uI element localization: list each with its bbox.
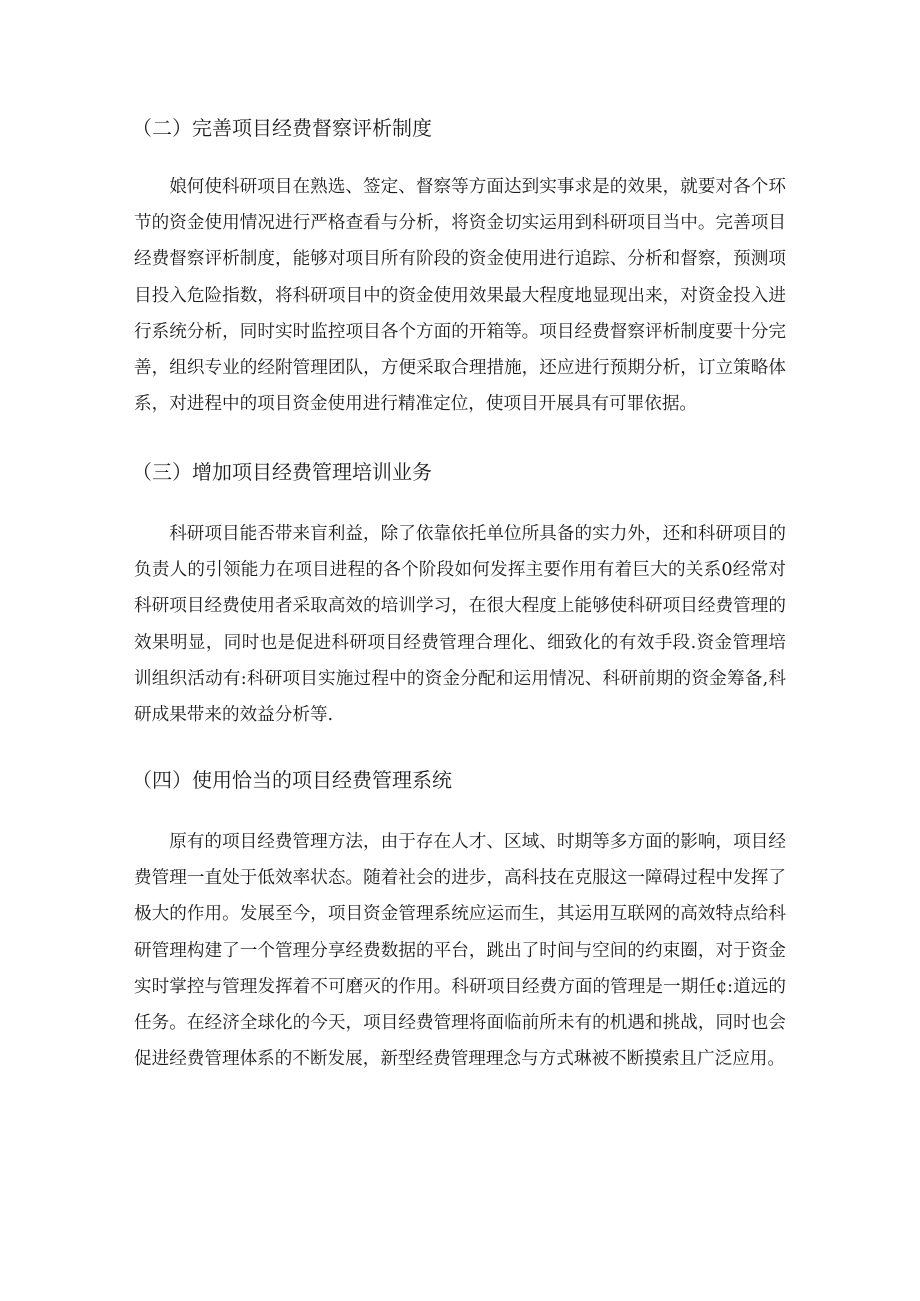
section-heading: （三）增加项目经费管理培训业务	[132, 460, 432, 484]
section-paragraph: 科研项目能否带来盲利益，除了依靠依托单位所具备的实力外，还和科研项目的负责人的引领能力在项目进程的各个阶段如何发挥主要作用有着巨大的关系0经常对科研项目经费使用者采取高效的培训学习，在很大程度上能够使科研项目经费管理的效果明显，同时也是促进科研项目经费管理合理化、细致化的有效手段.资金管理培训组织活动有:科研项目实施过程中的资金分配和运用情况、科研前期的资金筹备,科研成果带来的效益分析等.	[134, 524, 786, 726]
section-paragraph: 原有的项目经费管理方法，由于存在人才、区域、时期等多方面的影响，项目经费管理一直处于低效率状态。随着社会的进步，高科技在克服这一障碍过程中发挥了极大的作用。发展至今，项目资金管理系统应运而生，其运用互联网的高效特点给科研管理构建了一个管理分享经费数据的平台，跳出了时间与空间的约束圈，对于资金实时掌控与管理发挥着不可磨灭的作用。科研项目经费方面的管理是一期任¢:道远的任务。在经济全球化的今天，项目经费管理将面临前所未有的机遇和挑战，同时也会促进经费管理体系的不断发展，新型经费管理理念与方式琳被不断摸索且广泛应用。	[134, 832, 786, 1070]
section-heading: （二）完善项目经费督察评析制度	[132, 116, 432, 140]
section-paragraph: 娘何使科研项目在熟选、签定、督察等方面达到实事求是的效果，就要对各个环节的资金使用情况进行严格查看与分析，将资金切实运用到科研项目当中。完善项目经费督察评析制度，能够对项目所有阶段的资金使用进行追踪、分析和督察，预测项目投入危险指数，将科研项目中的资金使用效果最大程度地显现出来，对资金投入进行系统分析，同时实时监控项目各个方面的开箱等。项目经费督察评析制度要十分完善，组织专业的经附管理团队，方便采取合理措施，还应进行预期分析，订立策略体系，对进程中的项目资金使用进行精准定位，使项目开展具有可罪依据。	[134, 177, 786, 415]
section-heading: （四）使用恰当的项目经费管理系统	[132, 768, 452, 792]
